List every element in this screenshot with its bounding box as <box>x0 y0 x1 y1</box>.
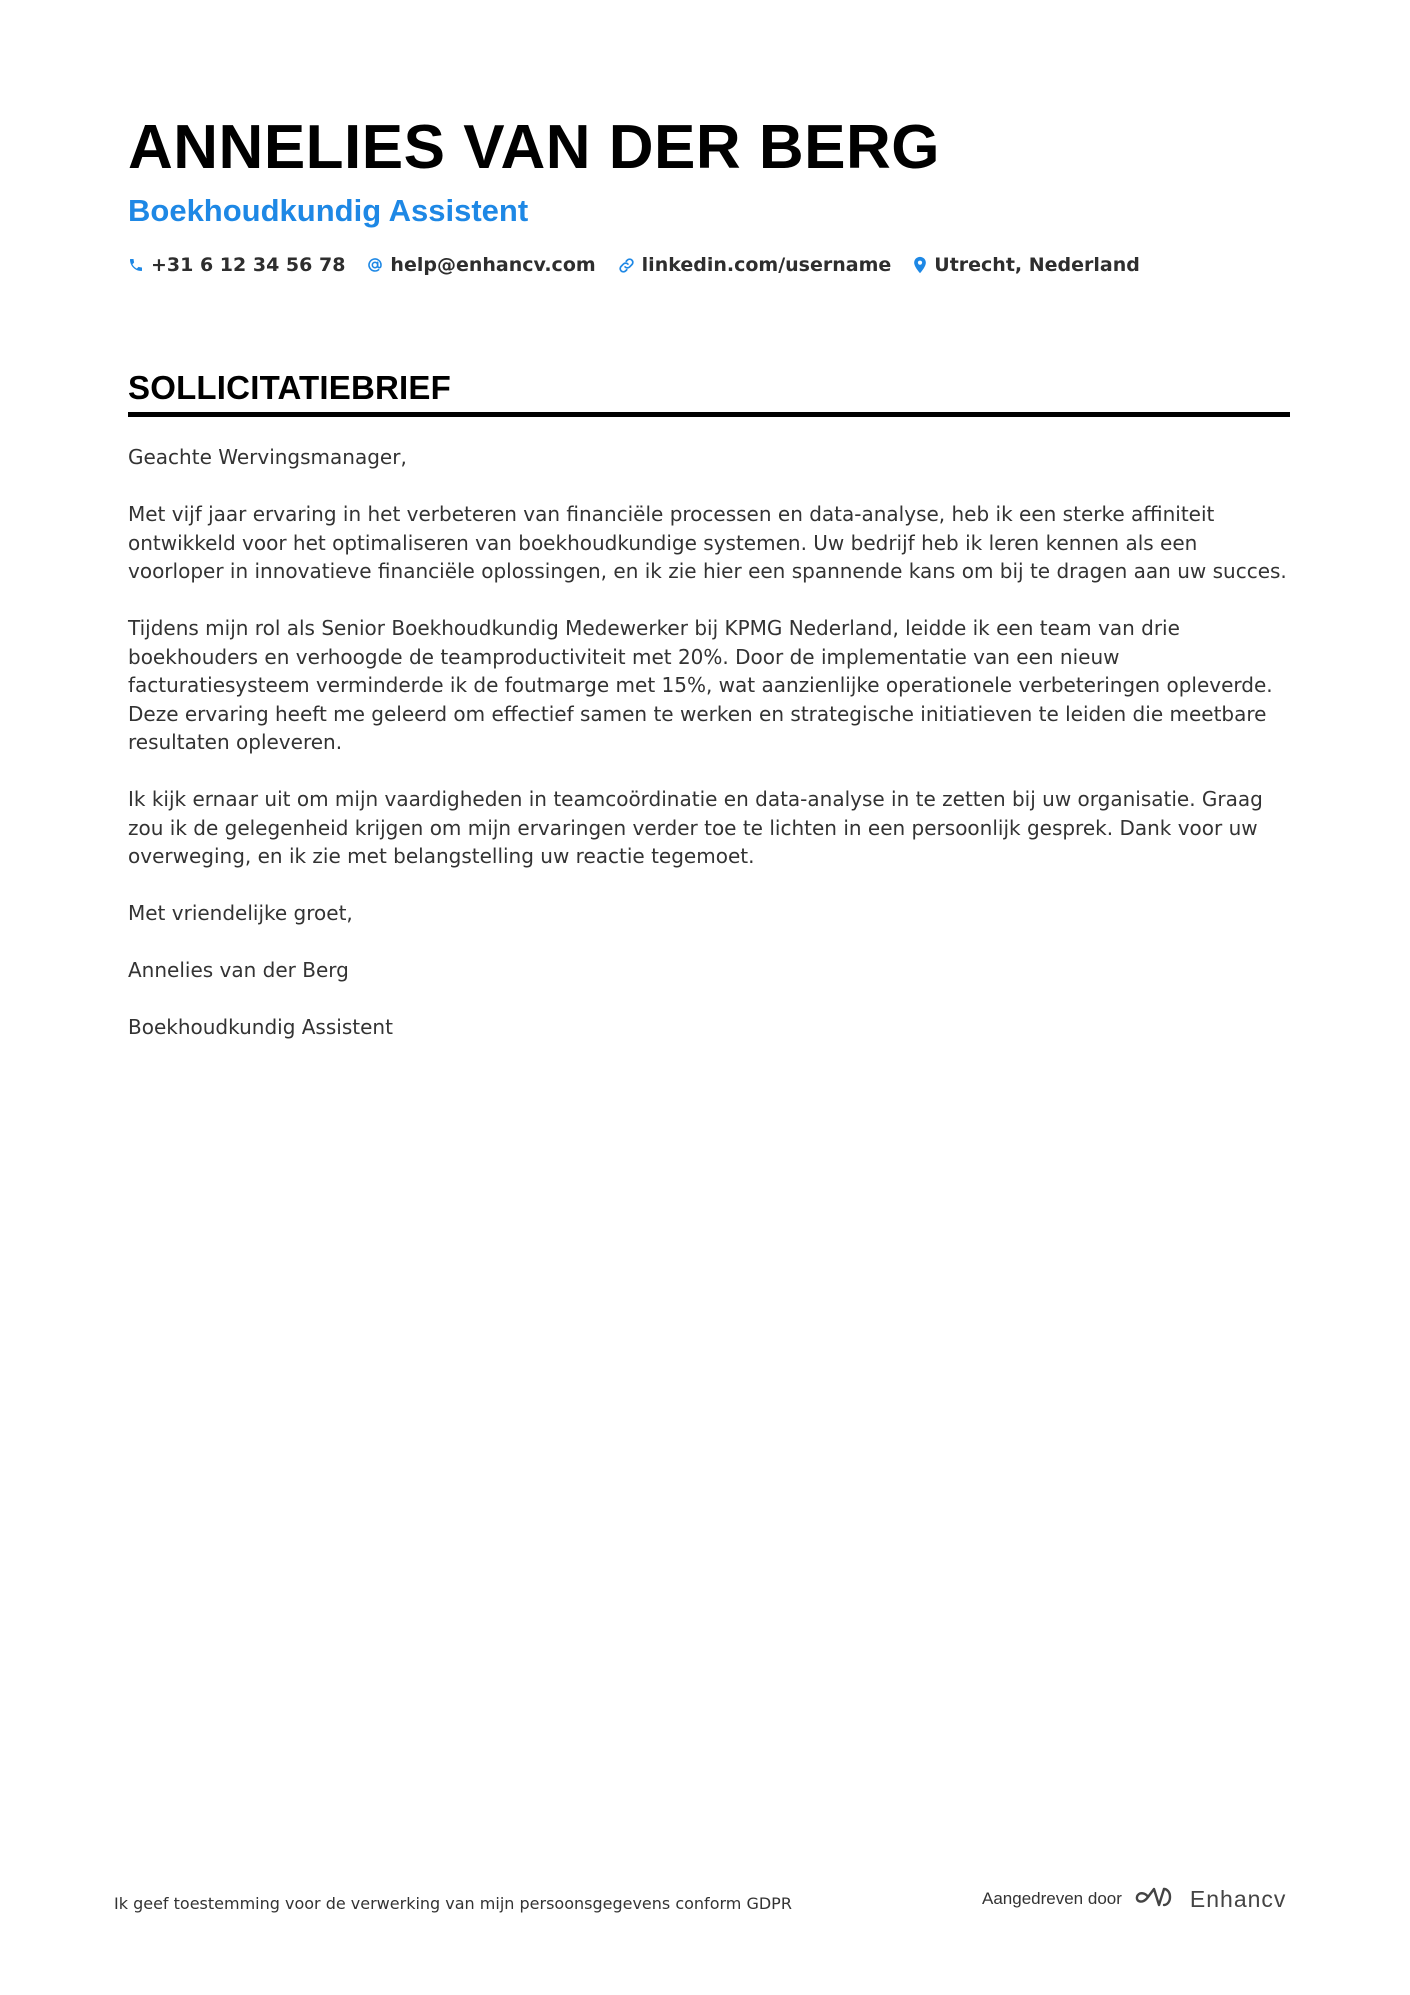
contact-phone[interactable] <box>128 254 345 276</box>
letter-body <box>128 443 1290 1042</box>
contact-email[interactable] <box>367 254 595 276</box>
brand-logo <box>1134 1884 1287 1914</box>
powered-by[interactable] <box>982 1884 1286 1914</box>
map-pin-icon <box>913 256 927 274</box>
contact-linkedin[interactable] <box>618 254 892 276</box>
contact-location <box>913 254 1140 276</box>
gdpr-consent: Ik geef toestemming voor de verwerking van mijn persoonsgegevens conform GDPR <box>114 1894 792 1913</box>
at-icon <box>367 257 383 273</box>
section-title: SOLLICITATIEBRIEF <box>128 369 451 406</box>
letter-closing: Met vriendelijke groet, <box>128 901 353 925</box>
signature-title: Boekhoudkundig Assistent <box>128 1015 393 1039</box>
signature-name: Annelies van der Berg <box>128 958 349 982</box>
contact-bar <box>128 254 1288 276</box>
location-text: Utrecht, Nederland <box>934 254 1140 276</box>
header <box>128 112 1288 276</box>
brand-name: Enhancv <box>1189 1885 1287 1912</box>
phone-icon <box>128 257 144 273</box>
powered-by-label: Aangedreven door <box>982 1889 1122 1908</box>
letter-paragraph-2: Tijdens mijn rol als Senior Boekhoudkundig Medewerker bij KPMG Nederland, leidde ik een team van drie boekhouders en verhoogde de teamproductiviteit met 20%. Door de implementatie van een nieuw facturatiesysteem verminderde ik de foutmarge met 15%, wat aanzienlijke operationele verbeteringen opleverde. Deze ervaring heeft me geleerd om effectief samen te werken en strategische initiatieven te leiden die meetbare resultaten opleveren. <box>128 616 1273 754</box>
letter-greeting: Geachte Wervingsmanager, <box>128 445 407 469</box>
email-address: help@enhancv.com <box>390 254 596 276</box>
linkedin-url: linkedin.com/username <box>641 254 892 276</box>
link-icon <box>618 257 635 274</box>
applicant-name: ANNELIES VAN DER BERG <box>128 113 940 182</box>
letter-paragraph-3: Ik kijk ernaar uit om mijn vaardigheden in teamcoördinatie en data-analyse in te zetten bij uw organisatie. Graag zou ik de gelegenheid krijgen om mijn ervaringen verder toe te lichten in een persoonlijk gesprek. Dank voor uw overweging, en ik zie met belangstelling uw reactie tegemoet. <box>128 787 1263 868</box>
letter-paragraph-1: Met vijf jaar ervaring in het verbeteren van financiële processen en data-analyse, heb ik een sterke affiniteit ontwikkeld voor het optimaliseren van boekhoudkundige systemen. Uw bedrijf heb ik leren kennen als een voorloper in innovatieve financiële oplossingen, en ik zie hier een spannende kans om bij te dragen aan uw succes. <box>128 502 1287 583</box>
enhancv-logo-icon <box>1134 1884 1182 1914</box>
job-title: Boekhoudkundig Assistent <box>128 193 529 228</box>
section-divider <box>128 412 1290 417</box>
phone-number: +31 6 12 34 56 78 <box>151 254 346 276</box>
cover-letter-section <box>128 368 1290 1070</box>
